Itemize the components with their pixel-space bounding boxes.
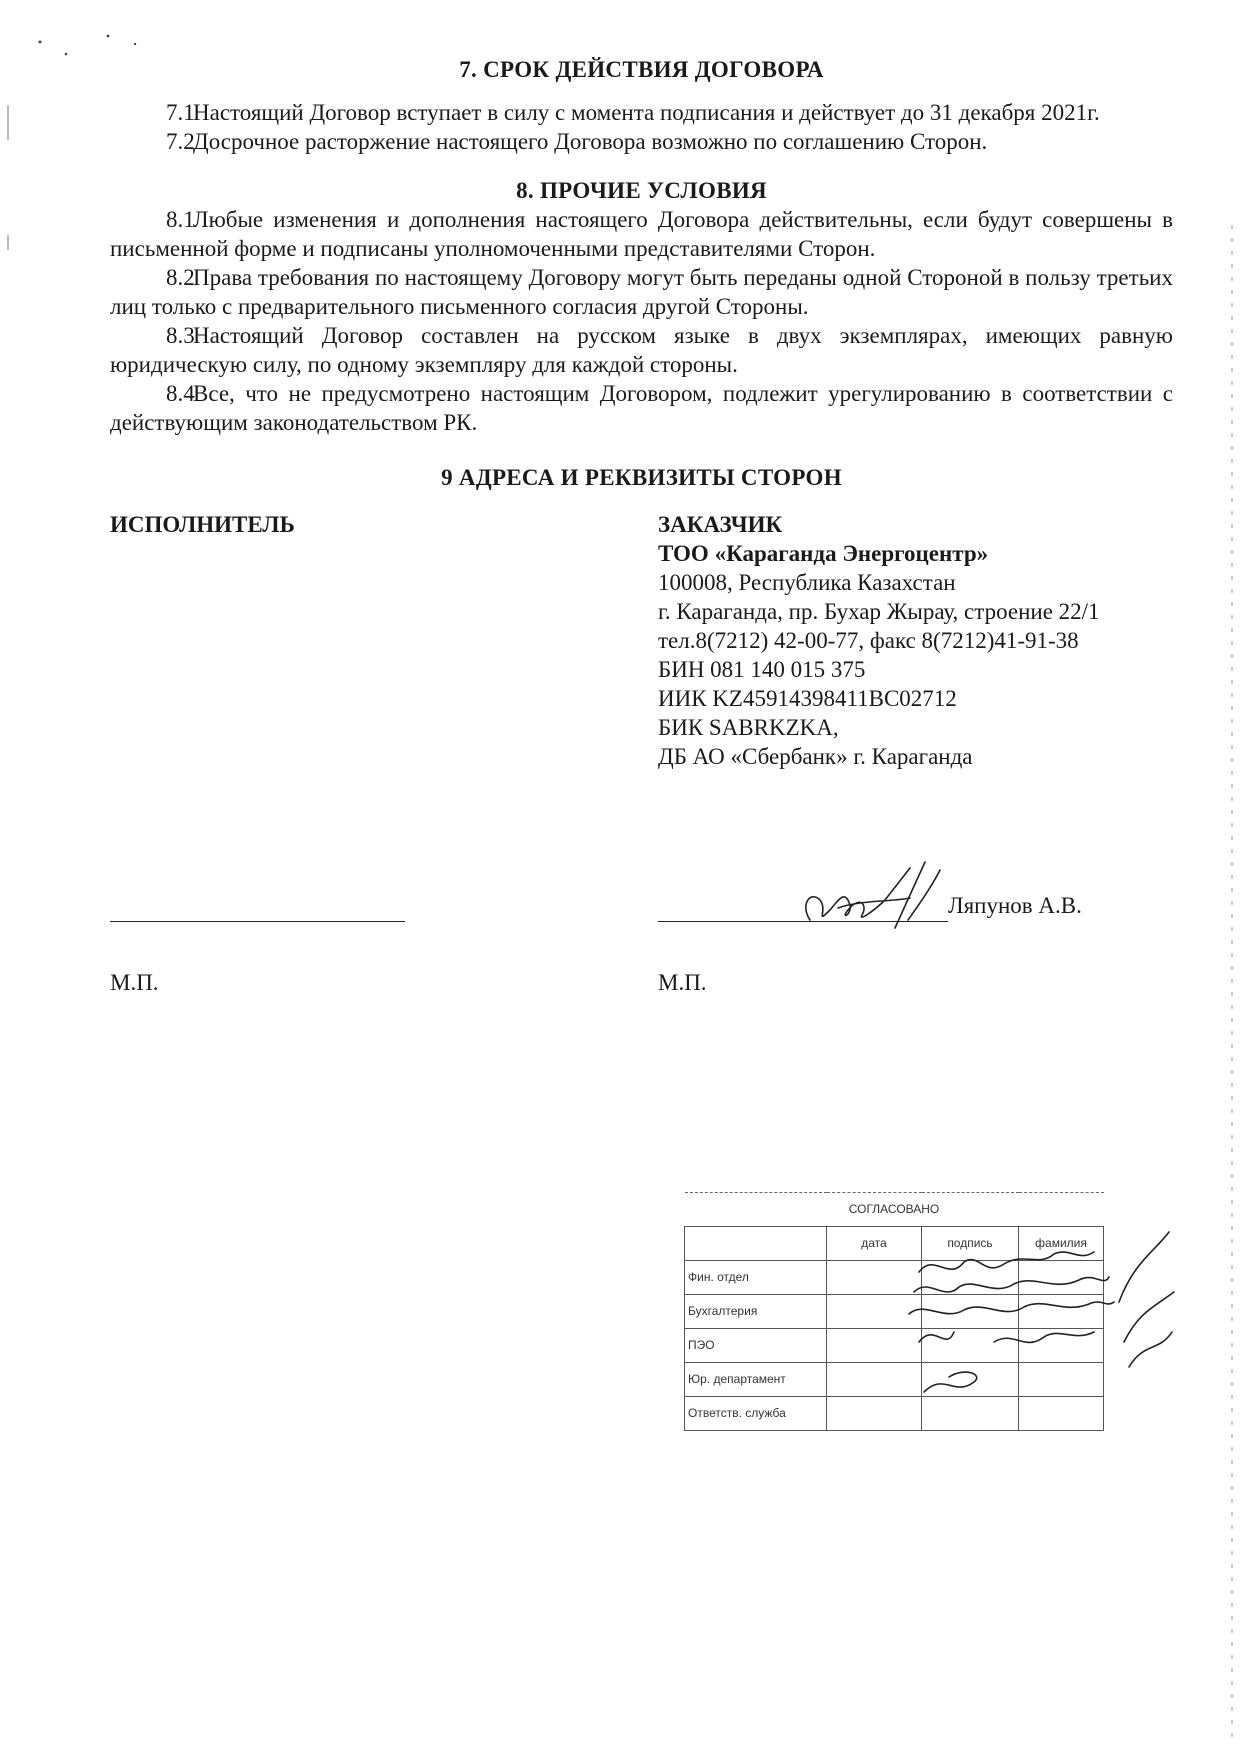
approval-row — [685, 1329, 1104, 1363]
clause-8-4 — [110, 379, 1173, 437]
section-8-title: 8. ПРОЧИЕ УСЛОВИЯ — [516, 178, 767, 203]
approval-dept: ПЭО — [685, 1329, 827, 1363]
approval-row — [685, 1397, 1104, 1431]
clause-number: 8.2 — [166, 265, 195, 290]
customer-block — [658, 510, 1178, 771]
clause-8-2 — [110, 263, 1173, 321]
customer-address-line: г. Караганда, пр. Бухар Жырау, строение 22/1 — [658, 599, 1100, 624]
clause-number: 7.2 — [166, 129, 195, 154]
clause-text: Настоящий Договор составлен на русском языке в двух экземплярах, имеющих равную юридическую силу, по одному экземпляру для каждой стороны. — [110, 323, 1173, 377]
customer-address-line: 100008, Республика Казахстан — [658, 570, 956, 595]
clause-8-3 — [110, 321, 1173, 379]
approval-dept: Фин. отдел — [685, 1261, 827, 1295]
customer-bik: БИК SABRKZKA, — [658, 715, 839, 740]
approval-row — [685, 1261, 1104, 1295]
approval-col-surname: фамилия — [1019, 1227, 1104, 1261]
approval-dept: Бухгалтерия — [685, 1295, 827, 1329]
contract-text — [110, 55, 1173, 1070]
clause-8-1 — [110, 205, 1173, 263]
section-7-title: 7. СРОК ДЕЙСТВИЯ ДОГОВОРА — [459, 57, 824, 82]
clause-number: 8.3 — [166, 323, 195, 348]
customer-stamp-place: М.П. — [658, 970, 707, 995]
clause-text: Настоящий Договор вступает в силу с момента подписания и действует до 31 декабря 2021г. — [193, 100, 1100, 125]
clause-number: 7.1 — [166, 100, 195, 125]
approval-title: СОГЛАСОВАНО — [685, 1193, 1104, 1227]
approval-table — [684, 1192, 1104, 1431]
executor-heading: ИСПОЛНИТЕЛЬ — [110, 512, 295, 537]
customer-company: ТОО «Караганда Энергоцентр» — [658, 541, 989, 566]
approval-col-signature: подпись — [922, 1227, 1019, 1261]
clause-7-1 — [110, 98, 1173, 127]
customer-phone-line: тел.8(7212) 42-00-77, факс 8(7212)41-91-38 — [658, 628, 1079, 653]
customer-bank: ДБ АО «Сбербанк» г. Караганда — [658, 744, 973, 769]
customer-signature-line — [658, 921, 948, 922]
approval-col-header — [685, 1227, 827, 1261]
customer-iik: ИИК KZ45914398411BC02712 — [658, 686, 957, 711]
executor-signature-line — [110, 921, 405, 922]
executor-stamp-place: М.П. — [110, 970, 159, 995]
approval-dept: Юр. департамент — [685, 1363, 827, 1397]
customer-signer-name: Ляпунов А.В. — [948, 893, 1082, 918]
clause-number: 8.1 — [166, 207, 195, 232]
approval-row — [685, 1363, 1104, 1397]
approval-stamp — [684, 1192, 1104, 1422]
approval-col-date: дата — [827, 1227, 922, 1261]
clause-7-2 — [110, 127, 1173, 156]
clause-text: Права требования по настоящему Договору могут быть переданы одной Стороной в пользу третьих лиц только с предварительного письменного согласия другой Стороны. — [110, 265, 1173, 319]
section-9-title: 9 АДРЕСА И РЕКВИЗИТЫ СТОРОН — [441, 465, 842, 490]
clause-text: Все, что не предусмотрено настоящим Договором, подлежит урегулированию в соответствии с действующим законодательством РК. — [110, 381, 1173, 435]
customer-heading: ЗАКАЗЧИК — [658, 512, 783, 537]
executor-block — [110, 510, 510, 539]
clause-number: 8.4 — [166, 381, 195, 406]
approval-row — [685, 1295, 1104, 1329]
parties-requisites — [110, 510, 1173, 1070]
customer-bin: БИН 081 140 015 375 — [658, 657, 866, 682]
clause-text: Любые изменения и дополнения настоящего Договора действительны, если будут совершены в письменной форме и подписаны уполномоченными представителями Сторон. — [110, 207, 1173, 261]
approval-dept: Ответств. служба — [685, 1397, 827, 1431]
clause-text: Досрочное расторжение настоящего Договора возможно по соглашению Сторон. — [193, 129, 988, 154]
